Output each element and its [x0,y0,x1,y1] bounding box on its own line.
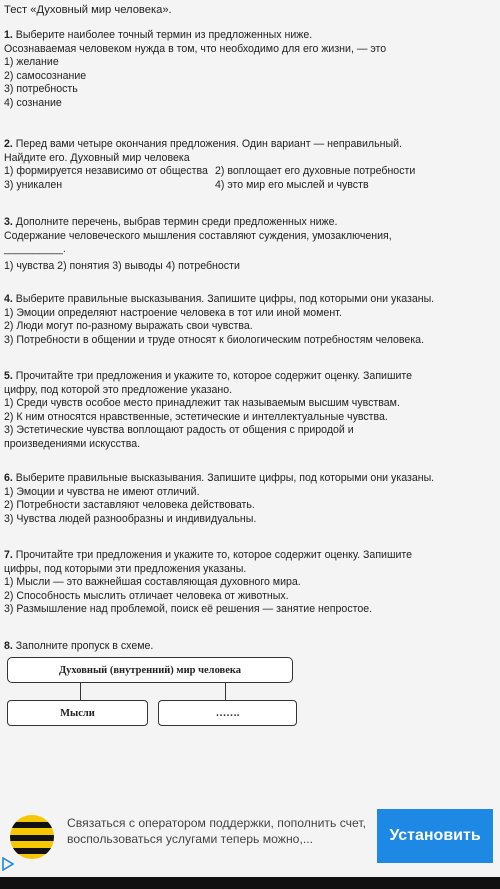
answer-option: 2) К ним относятся нравственные, эстетические и интеллектуальные чувства. [4,410,388,423]
question-text: Выберите правильные высказывания. Запишите цифры, под которыми они указаны. [12,472,435,484]
question-number: 7. [4,549,13,561]
question-text-line: Найдите его. Духовный мир человека [4,151,190,164]
beeline-logo-icon [10,815,54,859]
answer-option: 2) самосознание [4,69,87,82]
question-2 [4,138,415,192]
question-6 [4,472,434,526]
question-1 [4,29,386,111]
question-text-line: цифру, под которой это предложение указано. [4,383,233,396]
answer-option: 1) Эмоции и чувства не имеют отличий. [4,485,200,498]
answer-blank: __________. [4,243,66,256]
answer-option: 3) Потребности в общении и труде относят к биологическим потребностям человека. [4,333,425,346]
question-4 [4,293,434,347]
question-text: Заполните пропуск в схеме. [12,640,154,652]
scheme-connector [80,683,81,700]
scheme-root-box: Духовный (внутренний) мир человека [7,657,293,683]
question-number: 4. [4,293,13,305]
question-text: Выберите наиболее точный термин из предложенных ниже. [12,29,313,41]
question-7 [4,549,412,617]
question-text-line: цифры, под которыми эти предложения указаны. [4,562,247,575]
scheme-connector [225,683,226,700]
question-text: Дополните перечень, выбрав термин среди предложенных ниже. [12,216,338,228]
install-button[interactable]: Установить [377,809,493,863]
answer-option: 1) Мысли — это важнейшая составляющая духовного мира. [4,576,301,589]
question-number: 3. [4,216,13,228]
question-number: 8. [4,640,13,652]
question-number: 5. [4,370,13,382]
answer-option: 3) уникален [4,178,63,191]
answer-option: 3) Чувства людей разнообразны и индивидуальны. [4,512,257,525]
answer-options: 1) чувства 2) понятия 3) выводы 4) потребности [4,259,240,272]
question-8 [4,640,153,654]
answer-option: 3) Эстетические чувства воплощают радость от общения с природой и [4,424,354,437]
system-nav-bar [0,877,500,889]
adchoices-icon[interactable] [2,857,16,871]
question-number: 2. [4,138,13,150]
answer-option: 4) это мир его мыслей и чувств [215,178,369,191]
answer-option: 1) желание [4,56,59,69]
answer-option: произведениями искусства. [4,437,141,450]
answer-option: 2) Люди могут по-разному выражать свои чувства. [4,320,253,333]
question-text: Прочитайте три предложения и укажите то, которое содержит оценку. Запишите [12,549,413,561]
scheme-box-thoughts: Мысли [7,700,148,726]
answer-option: 4) сознание [4,96,62,109]
ad-text[interactable]: Связаться с оператором поддержки, пополнить счет, воспользоваться услугами теперь можно,... [67,816,367,846]
question-5 [4,370,412,452]
answer-option: 1) формируется независимо от общества [4,165,208,178]
question-number: 1. [4,29,13,41]
answer-option: 2) воплощает его духовные потребности [215,165,416,178]
answer-option: 3) потребность [4,83,78,96]
question-text: Выберите правильные высказывания. Запишите цифры, под которыми они указаны. [12,293,435,305]
answer-option: 2) Потребности заставляют человека действовать. [4,499,255,512]
answer-option: 2) Способность мыслить отличает человека от животных. [4,589,289,602]
question-text-line: Содержание человеческого мышления составляют суждения, умозаключения, [4,229,392,242]
question-number: 6. [4,472,13,484]
answer-option: 1) Эмоции определяют настроение человека в тот или иной момент. [4,306,342,319]
question-text: Перед вами четыре окончания предложения. Один вариант — неправильный. [12,138,402,150]
question-text-line: Осознаваемая человеком нужда в том, что необходимо для его жизни, — это [4,42,387,55]
answer-option: 3) Размышление над проблемой, поиск её решения — занятие непростое. [4,603,373,616]
document-title: Тест «Духовный мир человека». [4,4,172,16]
answer-option: 1) Среди чувств особое место принадлежит так называемым высшим чувствам. [4,397,400,410]
question-text: Прочитайте три предложения и укажите то, которое содержит оценку. Запишите [12,370,413,382]
scheme-box-blank: ……. [158,700,297,726]
ad-banner[interactable] [0,797,500,877]
question-3 [4,216,392,273]
